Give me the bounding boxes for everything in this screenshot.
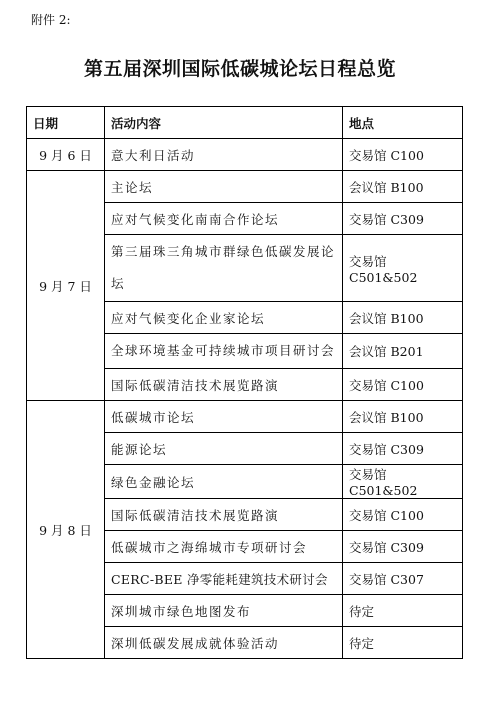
location-cell: 交易馆 C307 [343, 563, 463, 595]
location-cell: 待定 [343, 627, 463, 659]
location-cell: 交易馆 C100 [343, 139, 463, 171]
activity-cell: 全球环境基金可持续城市项目研讨会 [105, 334, 343, 369]
activity-cell: CERC-BEE 净零能耗建筑技术研讨会 [105, 563, 343, 595]
location-cell: 交易馆 C309 [343, 433, 463, 465]
header-date: 日期 [27, 107, 105, 139]
location-cell: 会议馆 B100 [343, 171, 463, 203]
date-cell-sep8: 9 月 8 日 [27, 401, 105, 659]
location-cell: 交易馆 C100 [343, 499, 463, 531]
header-location: 地点 [343, 107, 463, 139]
location-cell: 交易馆 C309 [343, 531, 463, 563]
header-activity: 活动内容 [105, 107, 343, 139]
date-cell-sep6: 9 月 6 日 [27, 139, 105, 171]
location-cell: 会议馆 B201 [343, 334, 463, 369]
activity-cell: 低碳城市论坛 [105, 401, 343, 433]
location-cell: 交易馆 C309 [343, 203, 463, 235]
table-row [27, 401, 463, 433]
activity-cell: 应对气候变化企业家论坛 [105, 302, 343, 334]
activity-cell: 深圳城市绿色地图发布 [105, 595, 343, 627]
table-row [27, 139, 463, 171]
activity-cell: 绿色金融论坛 [105, 465, 343, 499]
activity-cell: 应对气候变化南南合作论坛 [105, 203, 343, 235]
attachment-label: 附件 2: [31, 13, 71, 27]
location-cell: 交易馆 C501&502 [343, 235, 463, 302]
date-cell-sep7: 9 月 7 日 [27, 171, 105, 401]
activity-cell: 深圳低碳发展成就体验活动 [105, 627, 343, 659]
activity-cell: 主论坛 [105, 171, 343, 203]
activity-cell: 国际低碳清洁技术展览路演 [105, 499, 343, 531]
location-cell: 待定 [343, 595, 463, 627]
location-cell: 交易馆 C100 [343, 369, 463, 401]
activity-cell: 国际低碳清洁技术展览路演 [105, 369, 343, 401]
table-header-row [27, 107, 463, 139]
document-title: 第五届深圳国际低碳城论坛日程总览 [83, 58, 396, 80]
activity-cell: 第三届珠三角城市群绿色低碳发展论坛 [105, 235, 343, 302]
activity-cell: 低碳城市之海绵城市专项研讨会 [105, 531, 343, 563]
activity-cell: 能源论坛 [105, 433, 343, 465]
location-cell: 会议馆 B100 [343, 401, 463, 433]
activity-cell: 意大利日活动 [105, 139, 343, 171]
location-cell: 会议馆 B100 [343, 302, 463, 334]
location-cell: 交易馆 C501&502 [343, 465, 463, 499]
table-row [27, 171, 463, 203]
schedule-table [26, 106, 463, 659]
